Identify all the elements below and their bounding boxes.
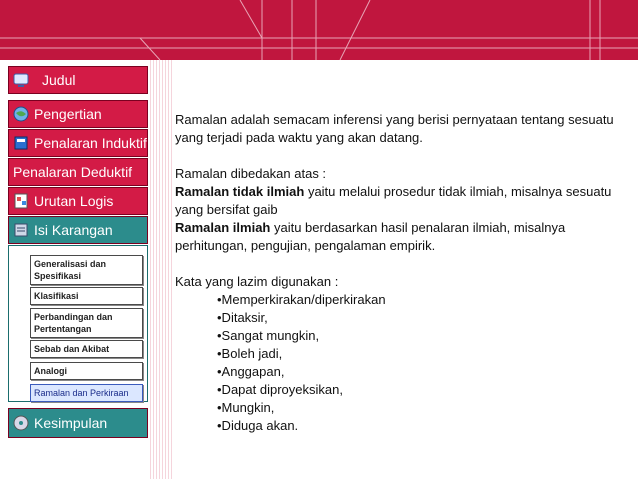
bullet-item: •Memperkirakan/diperkirakan (217, 292, 386, 307)
bullet-item: •Boleh jadi, (217, 346, 283, 361)
main-content (175, 111, 615, 435)
bullet-item: •Dapat diproyeksikan, (217, 382, 343, 397)
globe-icon (12, 105, 30, 123)
bullet-item: •Sangat mungkin, (217, 328, 320, 343)
nav-judul-label: Judul (42, 72, 76, 88)
sub-item-ramalan[interactable]: Ramalan dan Perkiraan (30, 384, 143, 402)
nav-penalaran-induktif-label: Penalaran Induktif (34, 135, 147, 151)
nav-urutan-logis-label: Urutan Logis (34, 193, 114, 209)
ilmiah-term: Ramalan ilmiah (175, 220, 271, 235)
nav-penalaran-induktif[interactable] (8, 129, 148, 157)
monitor-icon (12, 71, 30, 89)
tidak-ilmiah-paragraph (175, 183, 615, 219)
bullet-item: •Mungkin, (217, 400, 275, 415)
bullet-item: •Ditaksir, (217, 310, 268, 325)
kata-heading: Kata yang lazim digunakan : (175, 274, 339, 289)
nav-isi-karangan[interactable] (8, 216, 148, 244)
intro-paragraph: Ramalan adalah semacam inferensi yang berisi pernyataan tentang sesuatu yang terjadi pada waktu yang akan datang. (175, 112, 614, 145)
header-banner (0, 0, 638, 60)
tidak-ilmiah-desc: yaitu melalui prosedur tidak ilmiah, misalnya sesuatu yang bersifat gaib (175, 184, 612, 217)
bullet-item: •Diduga akan. (217, 418, 299, 433)
sub-item-generalisasi[interactable]: Generalisasi dan Spesifikasi (30, 255, 143, 285)
nav-pengertian-label: Pengertian (34, 106, 102, 122)
sub-item-klasifikasi[interactable]: Klasifikasi (30, 287, 143, 305)
notepad-icon (12, 221, 30, 239)
decorative-stripe (150, 60, 172, 479)
nav-penalaran-deduktif[interactable] (8, 158, 148, 186)
tidak-ilmiah-term: Ramalan tidak ilmiah (175, 184, 305, 199)
ilmiah-desc: yaitu berdasarkan hasil penalaran ilmiah, misalnya perhitungan, pengujian, pengalaman empirik. (175, 220, 566, 253)
sub-item-analogi[interactable]: Analogi (30, 362, 143, 380)
nav-kesimpulan[interactable] (8, 408, 148, 438)
nav-penalaran-deduktif-label: Penalaran Deduktif (13, 164, 133, 180)
bullet-item: •Anggapan, (217, 364, 285, 379)
book-icon (12, 134, 30, 152)
cd-icon (12, 414, 30, 432)
header-decoration (0, 0, 638, 60)
nav-urutan-logis[interactable] (8, 187, 148, 215)
dibedakan-text: Ramalan dibedakan atas : (175, 166, 327, 181)
ilmiah-paragraph (175, 219, 615, 255)
document-icon (12, 192, 30, 210)
sub-item-sebab-akibat[interactable]: Sebab dan Akibat (30, 340, 143, 358)
sub-item-perbandingan[interactable]: Perbandingan dan Pertentangan (30, 308, 143, 338)
nav-judul[interactable] (8, 66, 148, 94)
nav-pengertian[interactable] (8, 100, 148, 128)
nav-kesimpulan-label: Kesimpulan (34, 415, 108, 431)
nav-isi-karangan-label: Isi Karangan (34, 222, 113, 238)
